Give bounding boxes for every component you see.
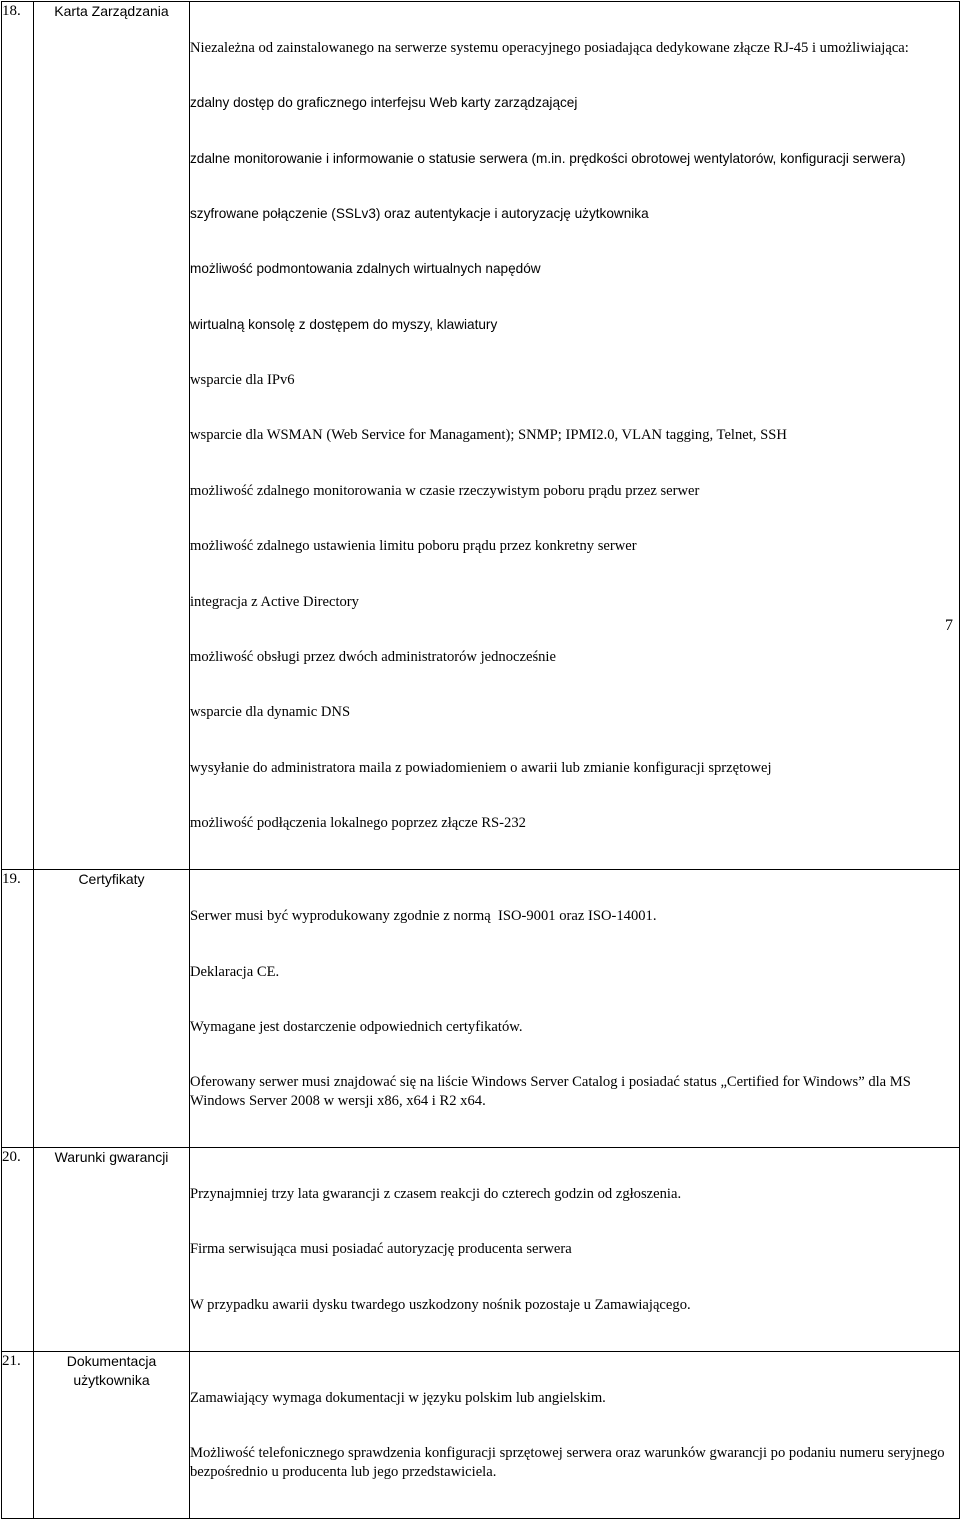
row-number: 21.: [2, 1352, 34, 1519]
row-description: [190, 1352, 960, 1519]
desc-line: możliwość podmontowania zdalnych wirtualnych napędów: [190, 261, 541, 277]
desc-line: możliwość zdalnego monitorowania w czasie rzeczywistym poboru prądu przez serwer: [190, 482, 700, 499]
desc-line: wsparcie dla dynamic DNS: [190, 704, 351, 721]
desc-line: wysyłanie do administratora maila z powiadomieniem o awarii lub zmianie konfiguracji sprzętowej: [190, 759, 772, 776]
desc-line: Możliwość telefonicznego sprawdzenia konfiguracji sprzętowej serwera oraz warunków gwarancji po podaniu numeru seryjnego bezpośrednio u producenta lub jego przedstawiciela.: [190, 1445, 949, 1480]
row-number: 19.: [2, 870, 34, 1148]
desc-line: wsparcie dla WSMAN (Web Service for Managament); SNMP; IPMI2.0, VLAN tagging, Telnet, SSH: [190, 427, 787, 444]
table-row: [2, 1148, 960, 1352]
desc-line: integracja z Active Directory: [190, 593, 359, 610]
specification-table: [1, 1, 960, 1519]
row-category: Warunki gwarancji: [34, 1148, 190, 1352]
desc-line: Niezależna od zainstalowanego na serwerze systemu operacyjnego posiadająca dedykowane złącze RJ-45 i umożliwiająca:: [190, 39, 909, 56]
desc-line: Zamawiający wymaga dokumentacji w języku polskim lub angielskim.: [190, 1389, 606, 1406]
desc-line: możliwość obsługi przez dwóch administratorów jednocześnie: [190, 648, 556, 665]
desc-line: Oferowany serwer musi znajdować się na liście Windows Server Catalog i posiadać status „Certified for Windows” dla MS Windows Server 2008 w wersji x86, x64 i R2 x64.: [190, 1074, 915, 1109]
table-row: [2, 870, 960, 1148]
desc-line: wsparcie dla IPv6: [190, 372, 295, 389]
row-category: Karta Zarządzania: [34, 2, 190, 870]
desc-line: Przynajmniej trzy lata gwarancji z czasem reakcji do czterech godzin od zgłoszenia.: [190, 1186, 682, 1202]
desc-line: Deklaracja CE.: [190, 963, 280, 980]
page-number: 7: [945, 617, 953, 634]
table-row: [2, 1352, 960, 1519]
desc-line: możliwość podłączenia lokalnego poprzez złącze RS-232: [190, 814, 526, 831]
row-description: [190, 1148, 960, 1352]
row-description: [190, 2, 960, 870]
desc-line: zdalny dostęp do graficznego interfejsu Web karty zarządzającej: [190, 95, 578, 111]
desc-line: Firma serwisująca musi posiadać autoryzację producenta serwera: [190, 1241, 572, 1258]
desc-line: możliwość zdalnego ustawienia limitu poboru prądu przez konkretny serwer: [190, 538, 637, 555]
row-number: 18.: [2, 2, 34, 870]
row-category: Certyfikaty: [34, 870, 190, 1148]
desc-line: zdalne monitorowanie i informowanie o statusie serwera (m.in. prędkości obrotowej wentylatorów, konfiguracji serwera): [190, 150, 906, 166]
desc-line: wirtualną konsolę z dostępem do myszy, klawiatury: [190, 316, 498, 332]
desc-line: szyfrowane połączenie (SSLv3) oraz autentykacje i autoryzację użytkownika: [190, 205, 649, 221]
row-description: [190, 870, 960, 1148]
desc-line: W przypadku awarii dysku twardego uszkodzony nośnik pozostaje u Zamawiającego.: [190, 1296, 691, 1313]
table-row: [2, 2, 960, 870]
desc-line: Wymagane jest dostarczenie odpowiednich certyfikatów.: [190, 1018, 523, 1035]
desc-line: Serwer musi być wyprodukowany zgodnie z normą ISO-9001 oraz ISO-14001.: [190, 908, 657, 925]
row-number: 20.: [2, 1148, 34, 1352]
row-category: Dokumentacja użytkownika: [34, 1352, 190, 1519]
